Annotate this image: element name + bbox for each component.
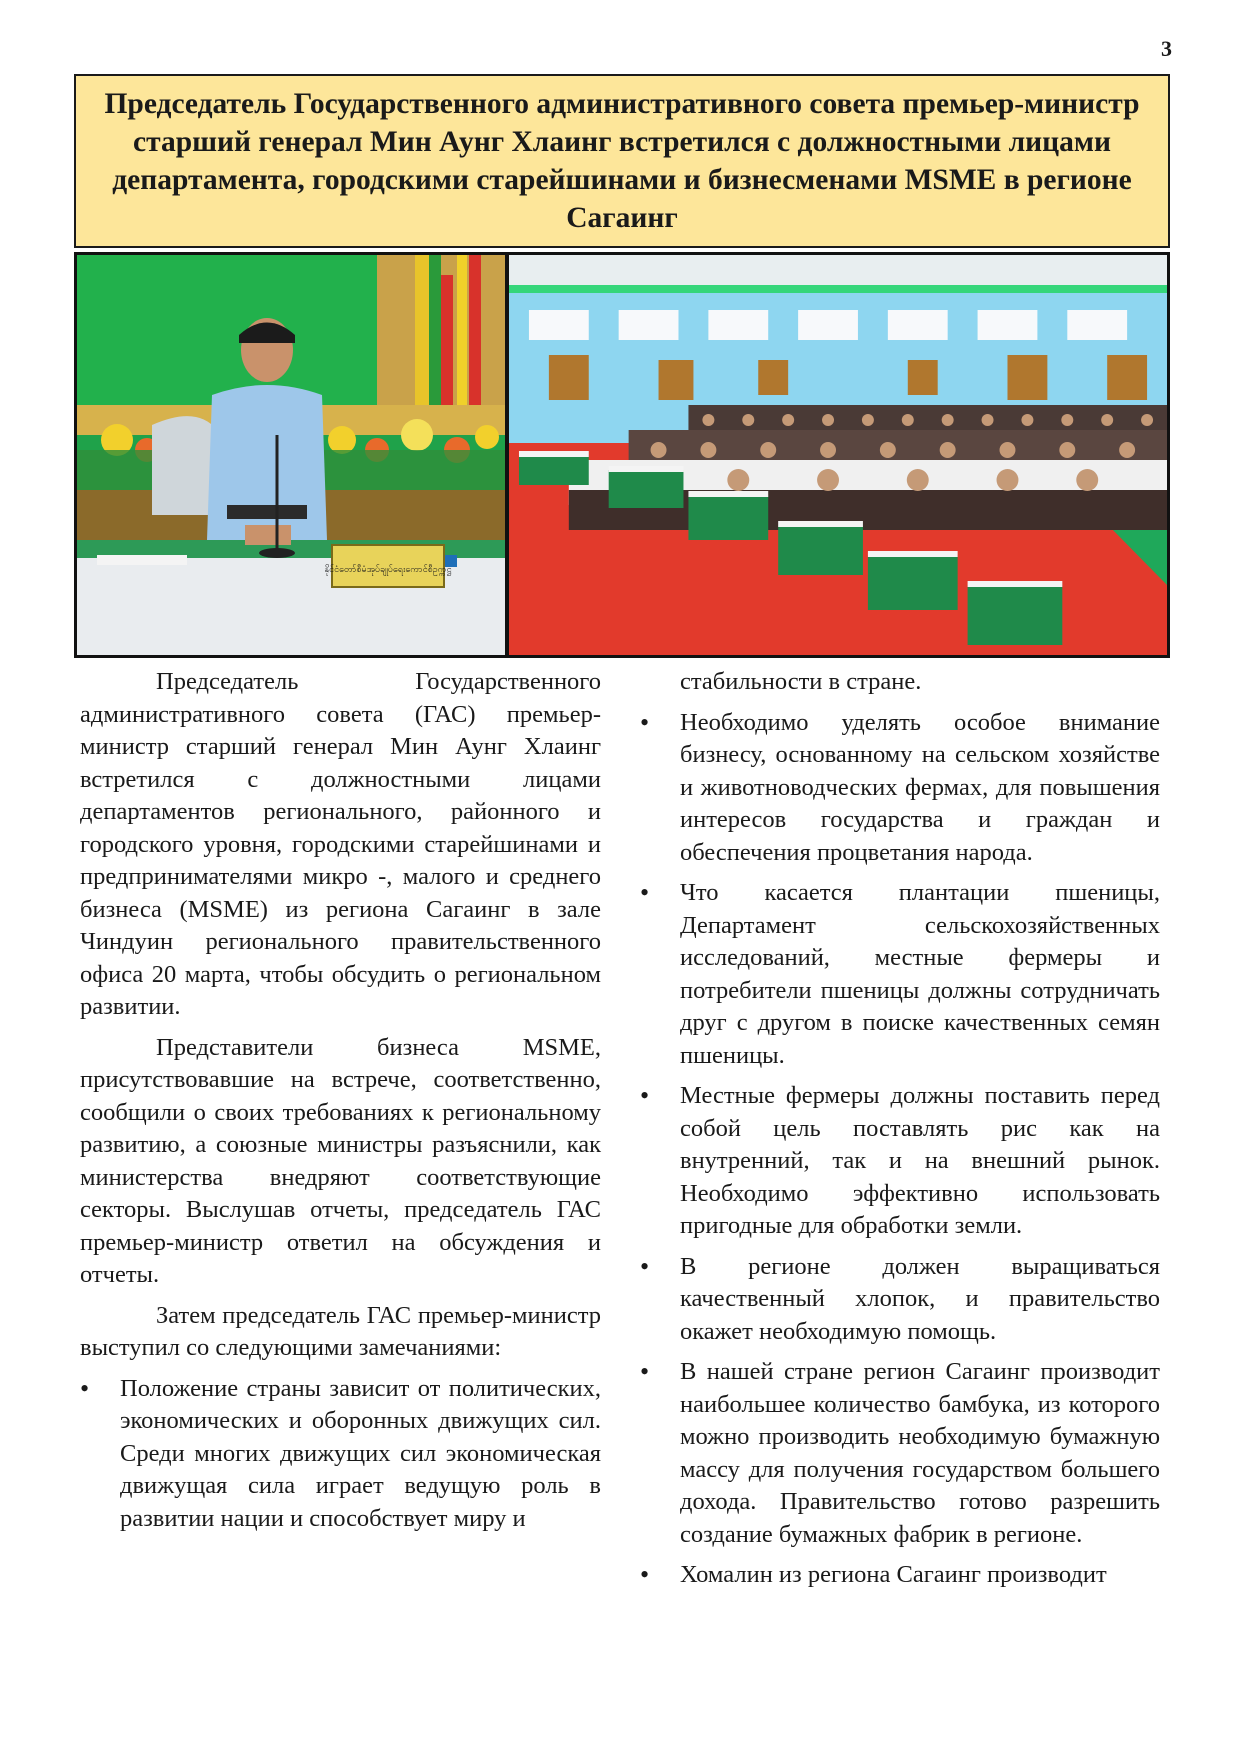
- text-column-left: [80, 666, 601, 1543]
- photo-speaker: [77, 255, 505, 655]
- speaker-photo-illustration: [77, 255, 505, 655]
- bullet-item: • Хомалин из региона Сагаинг производит: [640, 1559, 1160, 1592]
- bullet-item: • Что касается плантации пшеницы, Департамент сельскохозяйственных исследований, местные фермеры и потребители пшеницы должны сотрудничать друг с другом в поиске качественных семян пшеницы.: [640, 877, 1160, 1072]
- paragraph: Представители бизнеса MSME, присутствовавшие на встрече, соответственно, сообщили о своих требованиях к региональному развитию, а союзные министры разъяснили, как министерства внедряют соответствующие секторы. Выслушав отчеты, председатель ГАС премьер-министр ответил на обсуждения и отчеты.: [80, 1033, 601, 1288]
- bullet-list: [80, 1373, 601, 1536]
- bullet-item: • В регионе должен выращиваться качественный хлопок, и правительство окажет необходимую помощь.: [640, 1251, 1160, 1349]
- paragraph: Затем председатель ГАС премьер-министр выступил со следующими замечаниями:: [80, 1301, 601, 1361]
- article-title: Председатель Государственного административного совета премьер-министр старший генерал Мин Аунг Хлаинг встретился с должностными лицами департамента, городскими старейшинами и бизнесменами MSME в регионе Сагаинг: [104, 88, 1140, 234]
- paragraph: Председатель Государственного административного совета (ГАС) премьер-министр старший генерал Мин Аунг Хлаинг встретился с должностными лицами департаментов регионального, районного и городского уровня, городскими старейшинами и предпринимателями микро -, малого и среднего бизнеса (MSME) из региона Сагаинг в зале Чиндуин регионального правительственного офиса 20 марта, чтобы обсудить о региональном развитии.: [80, 668, 601, 1020]
- page-number: 3: [1161, 36, 1172, 61]
- text-column-right: [640, 666, 1160, 1600]
- nameplate-text: နိုင်ငံတော်စီမံအုပ်ချုပ်ရေးကောင်စီဥက္ကဋ္ဌ: [324, 565, 452, 575]
- bullet-list: [640, 707, 1160, 1592]
- bullet-item: • Необходимо уделять особое внимание бизнесу, основанному на сельском хозяйстве и животноводческих фермах, для повышения интересов государства и граждан и обеспечения процветания народа.: [640, 707, 1160, 870]
- bullet-item: • В нашей стране регион Сагаинг производит наибольшее количество бамбука, из которого можно производить необходимую бумажную массу для получения государством большего дохода. Правительство готово разрешить создание бумажных фабрик в регионе.: [640, 1356, 1160, 1551]
- bullet-item: • Местные фермеры должны поставить перед собой цель поставлять рис как на внутренний, так и на внешний рынок. Необходимо эффективно использовать пригодные для обработки земли.: [640, 1080, 1160, 1243]
- audience-photo-illustration: [509, 255, 1167, 655]
- bullet-item: • Положение страны зависит от политических, экономических и оборонных движущих сил. Среди многих движущих сил экономическая движущая сила играет ведущую роль в развитии нации и способствует миру и: [80, 1373, 601, 1536]
- paragraph-continuation: стабильности в стране.: [680, 668, 922, 695]
- photo-audience: [509, 255, 1167, 655]
- article-title-box: [74, 74, 1170, 248]
- photo-strip: [74, 252, 1170, 658]
